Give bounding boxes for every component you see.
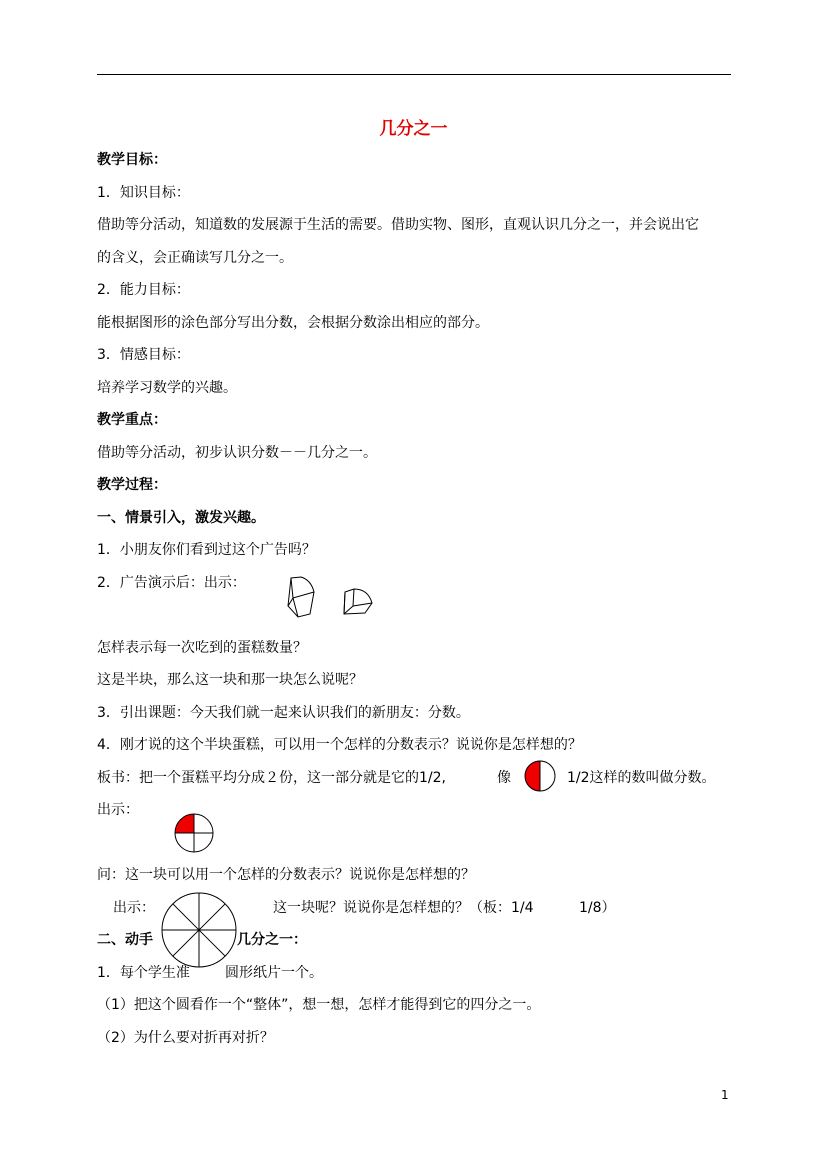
paragraph-10b: 这一块呢？说说你是怎样想的？（板：1/4 bbox=[273, 900, 534, 916]
paragraph-8: 出示： bbox=[97, 802, 139, 818]
paragraph-6: 4．刚才说的这个半块蛋糕，可以用一个怎样的分数表示？说说你是怎样想的？ bbox=[97, 737, 582, 753]
paragraph-10c: 1/8） bbox=[579, 900, 616, 916]
goal1-text-line2: 的含义，会正确读写几分之一。 bbox=[97, 250, 293, 266]
header-rule bbox=[97, 74, 731, 75]
paragraph-9: 问：这一块可以用一个怎样的分数表示？说说你是怎样想的？ bbox=[97, 867, 475, 883]
paragraph-7c: 1/2这样的数叫做分数。 bbox=[567, 770, 716, 786]
eighths-circle-diagram bbox=[160, 891, 238, 969]
paragraph-1: 1．小朋友你们看到过这个广告吗？ bbox=[97, 542, 316, 558]
paragraph-7b: 像 bbox=[497, 770, 511, 786]
paragraph-12: （1）把这个圆看作一个“整体”，想一想，怎样才能得到它的四分之一。 bbox=[97, 997, 541, 1013]
paragraph-2: 2．广告演示后：出示： bbox=[97, 575, 246, 591]
paragraph-5: 3．引出课题：今天我们就一起来认识我们的新朋友：分数。 bbox=[97, 705, 470, 721]
paragraph-7a: 板书：把一个蛋糕平均分成２份，这一部分就是它的1/2, bbox=[97, 770, 446, 786]
goal1-label: 1．知识目标： bbox=[97, 185, 190, 201]
page-title: 几分之一 bbox=[379, 119, 448, 139]
part2-heading-end: 几分之一： bbox=[237, 932, 307, 948]
paragraph-13: （2）为什么要对折再对折？ bbox=[97, 1030, 274, 1046]
goals-heading: 教学目标： bbox=[97, 152, 167, 168]
paragraph-4: 这是半块，那么这一块和那一块怎么说呢？ bbox=[97, 672, 363, 688]
quarter-circle-diagram bbox=[174, 813, 214, 853]
goal3-text: 培养学习数学的兴趣。 bbox=[97, 380, 237, 396]
part1-heading: 一、情景引入，激发兴趣。 bbox=[97, 510, 265, 526]
process-heading: 教学过程： bbox=[97, 477, 167, 493]
paragraph-3: 怎样表示每一次吃到的蛋糕数量？ bbox=[97, 640, 307, 656]
half-circle-diagram bbox=[524, 760, 556, 792]
page-number: 1 bbox=[721, 1088, 729, 1102]
paragraph-10a: 出示： bbox=[113, 900, 155, 916]
cake-piece-icon bbox=[285, 576, 317, 620]
goal2-label: 2．能力目标： bbox=[97, 282, 190, 298]
paragraph-11a: 1．每个学生准 bbox=[97, 965, 190, 981]
goal3-label: 3．情感目标： bbox=[97, 347, 190, 363]
part2-heading-start: 二、动手 bbox=[97, 932, 153, 948]
cake-quarter-icon bbox=[341, 587, 374, 617]
goal2-text: 能根据图形的涂色部分写出分数，会根据分数涂出相应的部分。 bbox=[97, 315, 489, 331]
key-heading: 教学重点： bbox=[97, 412, 167, 428]
goal1-text-line1: 借助等分活动，知道数的发展源于生活的需要。借助实物、图形，直观认识几分之一，并会说出它 bbox=[97, 217, 699, 233]
key-text: 借助等分活动，初步认识分数－－几分之一。 bbox=[97, 445, 377, 461]
paragraph-11b: 圆形纸片一个。 bbox=[225, 965, 323, 981]
